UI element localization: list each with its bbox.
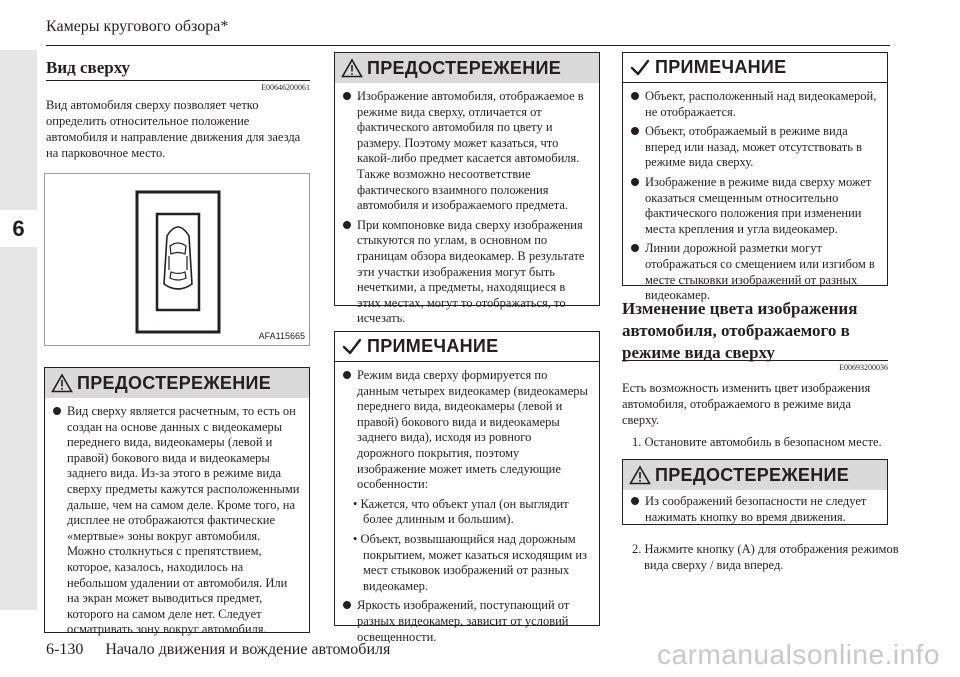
car-icon	[164, 227, 192, 289]
warning-triangle-icon	[629, 465, 651, 485]
note-item: Линии дорожной разметки могут отображаться со смещением или изгибом в месте стыковки изображений от разных видеокамер.	[631, 241, 879, 303]
note-box-camera	[622, 52, 888, 303]
chapter-tab-strip	[0, 50, 37, 610]
warning-item: При компоновке вида сверху изображения стыкуются по углам, в основном по границам обзора видеокамер. В результате эти участки изображения могут быть нечеткими, а предметы, находящиеся в этих местах, могут то отображаться, то исчезать.	[343, 218, 591, 327]
note-item: Режим вида сверху формируется по данным четырех видеокамер (видеокамеры переднего вида, видеокамеры (левой и правой) бокового вида и видеокамеры заднего вида), исходя из ровного дорожного покрытия, поэтому изображение может иметь следующие особенности:	[343, 368, 591, 493]
color-intro-paragraph: Есть возможность изменить цвет изображения автомобиля, отображаемого в режиме вида сверху.	[622, 381, 871, 427]
warning-heading: ПРЕДОСТЕРЕЖЕНИЕ	[655, 464, 850, 485]
bullet-icon	[343, 221, 351, 229]
step-1: 1. Остановите автомобиль в безопасном месте.	[632, 435, 882, 449]
page-footer	[46, 641, 390, 659]
bullet-icon	[631, 127, 639, 135]
page-header-title: Камеры кругового обзора*	[46, 18, 229, 35]
note-header	[335, 332, 599, 362]
header-rule	[46, 45, 890, 46]
section-title-top-view: Вид сверху	[46, 58, 131, 77]
note-item: Яркость изображений, поступающий от разных видеокамер, зависит от условий освещенности.	[343, 598, 591, 645]
warning-header	[623, 460, 887, 490]
warning-triangle-icon	[51, 373, 73, 393]
top-view-illustration	[45, 174, 309, 345]
chapter-number: 6	[0, 210, 37, 247]
warning-header	[45, 368, 309, 398]
note-check-icon	[341, 337, 363, 357]
warning-triangle-icon	[341, 58, 363, 78]
page-number: 6-130	[46, 641, 84, 658]
note-item: Изображение в режиме вида сверху может оказаться смещенным относительно фактического положения при изменении места крепления и угла видеокамер.	[631, 175, 879, 237]
warning-box-image	[334, 52, 600, 326]
bullet-icon	[631, 92, 639, 100]
note-subitem: • Кажется, что объект упал (он выглядит более длинным и большим).	[353, 496, 569, 527]
bullet-icon	[343, 371, 351, 379]
warning-item: Из соображений безопасности не следует нажимать кнопку во время движения.	[631, 494, 879, 525]
figure-caption: AFA115665	[258, 331, 305, 341]
bullet-icon	[343, 601, 351, 609]
section-code: E00693200036	[839, 363, 888, 372]
bullet-icon	[631, 178, 639, 186]
warning-box-top-view	[44, 367, 310, 637]
intro-paragraph: Вид автомобиля сверху позволяет четко определить относительное положение автомобиля и направление движения для заезда на парковочное место.	[46, 98, 301, 160]
section-code: E00646200061	[261, 83, 310, 92]
warning-item: Изображение автомобиля, отображаемое в режиме вида сверху, отличается от фактического автомобиля по цвету и размеру. Поэтому может казаться, что какой-либо предмет касается автомобиля. Также возможно несоответствие фактического взаимного положения автомобиля и изображаемого предмета.	[343, 89, 591, 214]
note-heading: ПРИМЕЧАНИЕ	[367, 336, 499, 356]
section-rule	[622, 360, 888, 361]
warning-heading: ПРЕДОСТЕРЕЖЕНИЕ	[367, 57, 562, 78]
warning-header	[335, 53, 599, 83]
footer-section: Начало движения и вождение автомобиля	[105, 641, 391, 658]
step-2: 2. Нажмите кнопку (A) для отображения режимов вида сверху / вида вперед.	[632, 542, 899, 572]
note-check-icon	[629, 58, 651, 78]
bullet-icon	[343, 92, 351, 100]
note-subitem: • Объект, возвышающийся над дорожным покрытием, может казаться исходящим из мест стыковок изображений от разных видеокамер.	[353, 531, 587, 593]
bullet-icon	[631, 244, 639, 252]
warning-heading: ПРЕДОСТЕРЕЖЕНИЕ	[77, 372, 272, 393]
warning-box-button	[622, 459, 888, 525]
section-title-color-change: Изменение цвета изображения автомобиля, отображаемого в режиме вида сверху	[622, 299, 858, 362]
note-box-image	[334, 331, 600, 644]
note-item: Объект, расположенный над видеокамерой, не отображается.	[631, 89, 879, 120]
section-rule	[46, 80, 310, 81]
bullet-icon	[53, 407, 61, 415]
top-view-figure	[44, 173, 310, 346]
bullet-icon	[631, 497, 639, 505]
note-item: Объект, отображаемый в режиме вида вперед или назад, может отсутствовать в режиме вида сверху.	[631, 124, 879, 171]
note-header	[623, 53, 887, 83]
note-heading: ПРИМЕЧАНИЕ	[655, 57, 787, 77]
watermark: carmanualsonline.info	[657, 639, 940, 670]
warning-item: Вид сверху является расчетным, то есть он создан на основе данных с видеокамеры переднего вида, видеокамеры (левой и правой) бокового вида и видеокамеры заднего вида. Из-за этого в режиме вида сверху предметы кажутся расположенными дальше, чем на самом деле. Кроме того, на дисплее не отображаются фактические «мертвые» зоны вокруг автомобиля. Можно столкнуться с препятствием, которое, казалось, находилось на небольшом удалении от автомобиля. Или на экран может выводиться предмет, которого на самом деле нет. Следует осматривать зону вокруг автомобиля.	[53, 404, 301, 638]
